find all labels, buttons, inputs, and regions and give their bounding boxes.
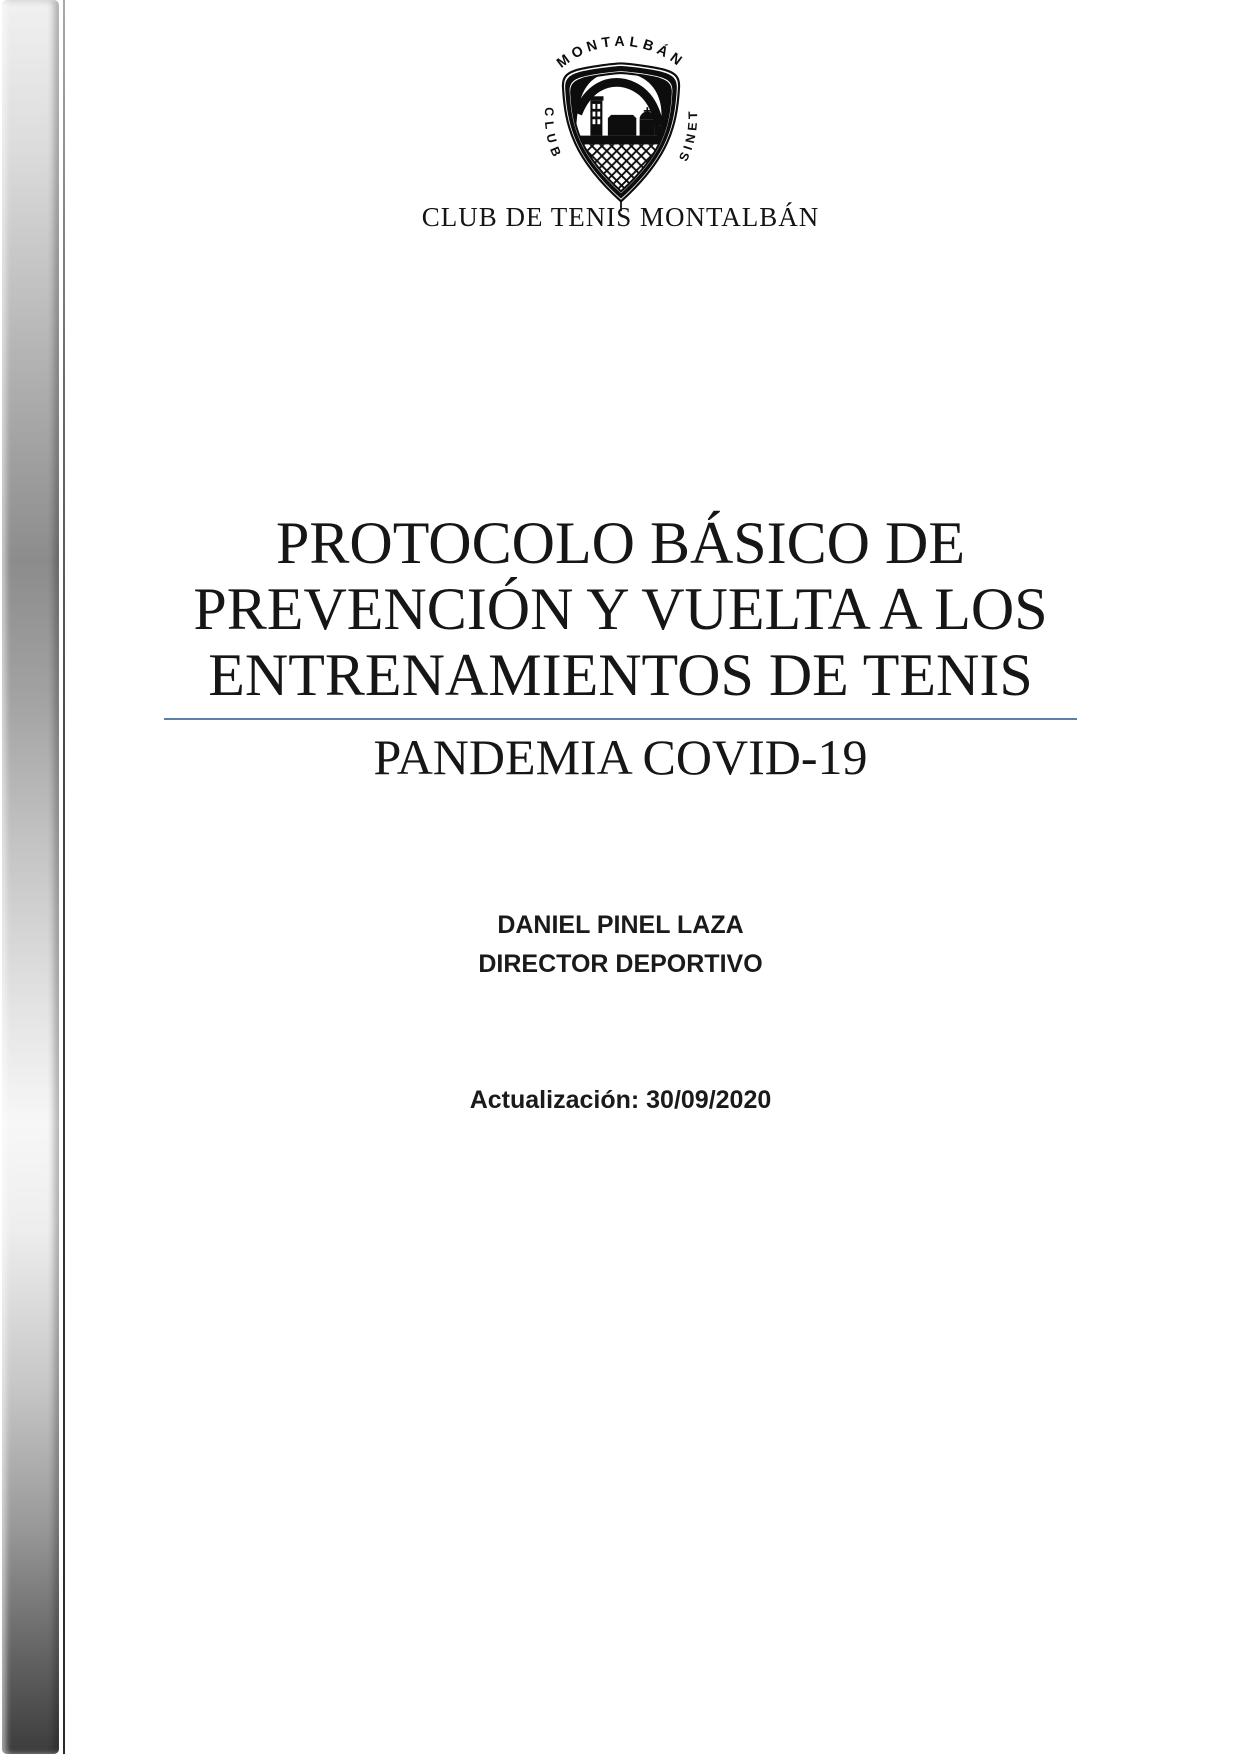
gradient-side-bar [2, 0, 59, 1754]
document-title [164, 510, 1077, 720]
title-line-1: PROTOCOLO BÁSICO DE [276, 510, 965, 576]
logo-left-text: CLUB [541, 107, 566, 164]
side-thin-rule [63, 0, 65, 1754]
club-name: CLUB DE TENIS MONTALBÁN [421, 202, 820, 232]
update-date-line: Actualización: 30/09/2020 [469, 1086, 772, 1114]
author-block [0, 906, 1241, 984]
title-line-2: PREVENCIÓN Y VUELTA A LOS [193, 576, 1048, 642]
title-line-3: ENTRENAMIENTOS DE TENIS [208, 642, 1033, 708]
author-name: DANIEL PINEL LAZA [497, 911, 744, 939]
logo-right-text: SINET [675, 107, 700, 164]
document-subtitle: PANDEMIA COVID-19 [373, 729, 868, 785]
author-role: DIRECTOR DEPORTIVO [478, 950, 763, 978]
logo-arc-text: MONTALBÁN [553, 33, 688, 72]
